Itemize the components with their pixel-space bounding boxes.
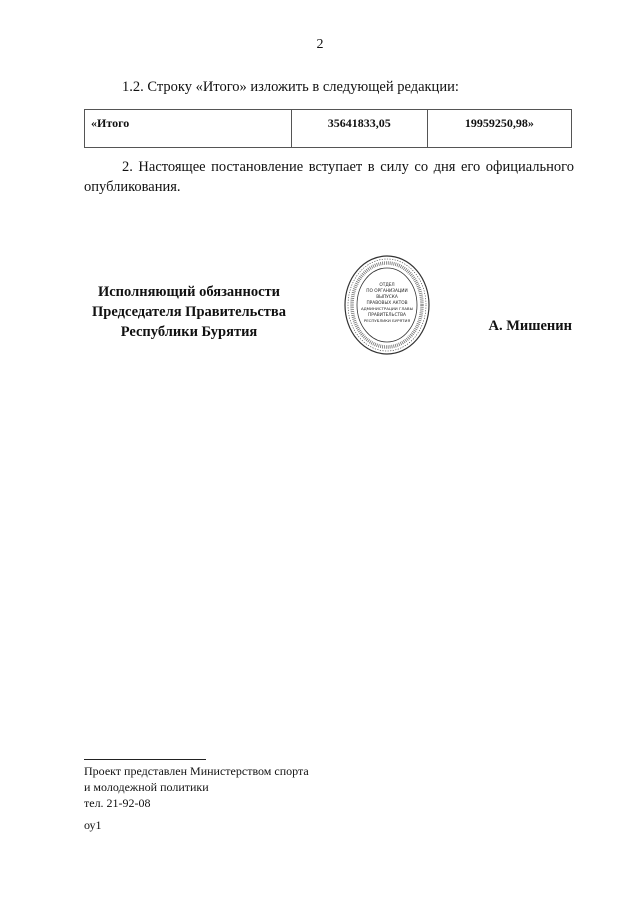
signatory-title: [84, 282, 294, 342]
footnote-line: тел. 21-92-08: [84, 796, 151, 810]
document-code: оу1: [84, 818, 102, 832]
table-row: [85, 110, 572, 148]
seal-text-line: ОТДЕЛ: [379, 283, 395, 288]
footnote: [84, 763, 484, 811]
seal-text-line: РЕСПУБЛИКИ БУРЯТИЯ: [363, 318, 411, 323]
totals-table: [84, 109, 572, 148]
footnote-divider: [84, 759, 206, 760]
seal-text-line: АДМИНИСТРАЦИИ ГЛАВЫ: [360, 306, 414, 311]
signatory-title-line: Председателя Правительства: [92, 304, 286, 320]
signatory-title-line: Исполняющий обязанности: [97, 284, 281, 300]
signatory-name: А. Мишенин: [488, 318, 572, 334]
table-cell-label: «Итого: [85, 110, 292, 148]
seal-text-line: ПРАВОВЫХ АКТОВ: [366, 301, 408, 306]
seal-text-line: ПО ОРГАНИЗАЦИИ: [366, 289, 408, 294]
page-number: 2: [316, 37, 324, 52]
footnote-line: и молодежной политики: [84, 780, 209, 794]
table-cell-value-2: 19959250,98»: [427, 110, 571, 148]
signatory-title-line: Республики Бурятия: [120, 324, 258, 340]
table-cell-value-1: 35641833,05: [291, 110, 427, 148]
paragraph-1: 1.2. Строку «Итого» изложить в следующей редакции:: [122, 79, 459, 95]
seal-text-line: ПРАВИТЕЛЬСТВА: [368, 313, 406, 318]
official-seal-icon: [343, 254, 431, 356]
seal-text-line: ВЫПУСКА: [376, 295, 398, 300]
footnote-line: Проект представлен Министерством спорта: [84, 764, 309, 778]
paragraph-2: 2. Настоящее постановление вступает в силу со дня его официального опубликования.: [84, 159, 574, 195]
